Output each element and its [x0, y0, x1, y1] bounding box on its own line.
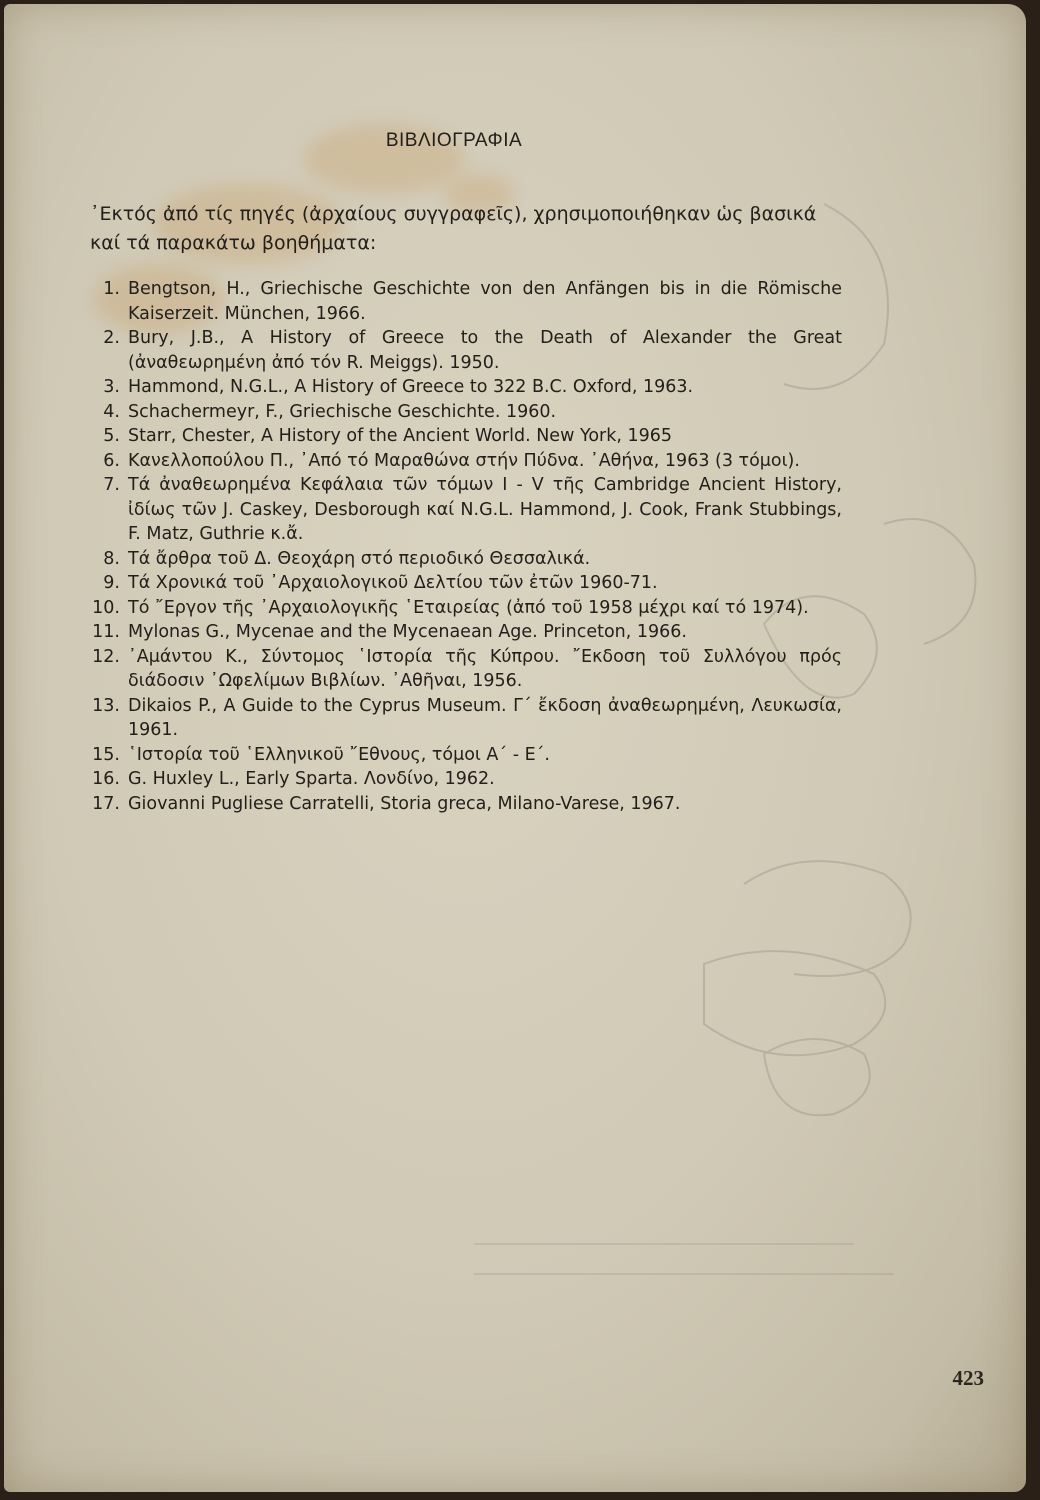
intro-paragraph: ᾿Εκτός ἀπό τίς πηγές (ἀρχαίους συγγραφεῖς), χρησιμοποιήθηκαν ὡς βασικά καί τά παρακάτω βοηθήματα: — [90, 203, 817, 254]
page-number: 423 — [952, 1366, 984, 1390]
bibliography-list — [82, 277, 842, 816]
item-number: 2. — [103, 328, 120, 348]
reference-text: Giovanni Pugliese Carratelli, Storia greca, Milano-Varese, 1967. — [128, 793, 681, 814]
list-item — [82, 547, 842, 572]
item-number: 7. — [103, 475, 120, 495]
reference-text: Κανελλοπούλου Π., ᾿Από τό Μαραθώνα στήν Πύδνα. ᾿Αθήνα, 1963 (3 τόμοι). — [128, 450, 800, 471]
item-number: 16. — [92, 769, 120, 789]
reference-text: Τά Χρονικά τοῦ ᾿Αρχαιολογικοῦ Δελτίου τῶν ἐτῶν 1960-71. — [128, 573, 658, 593]
reference-text: Dikaios P., A Guide to the Cyprus Museum. Γ΄ ἔκδοση ἀναθεωρημένη, Λευκωσία, 1961. — [128, 695, 842, 740]
item-number: 1. — [103, 279, 120, 299]
reference-text: Τό ῎Εργον τῆς ᾿Αρχαιολογικῆς ῾Εταιρείας (ἀπό τοῦ 1958 μέχρι καί τό 1974). — [128, 597, 809, 618]
list-item — [82, 694, 842, 743]
item-number: 17. — [92, 793, 120, 814]
reference-text: Starr, Chester, A History of the Ancient World. New York, 1965 — [128, 426, 673, 446]
book-page — [4, 4, 1026, 1492]
list-item — [82, 792, 842, 817]
reference-text: Τά ἄρθρα τοῦ Δ. Θεοχάρη στό περιοδικό Θεσσαλικά. — [128, 548, 591, 569]
item-number: 8. — [103, 548, 120, 569]
item-number: 6. — [103, 450, 120, 471]
item-number: 5. — [103, 426, 120, 446]
item-number: 3. — [103, 377, 120, 397]
list-item — [82, 620, 842, 645]
list-item — [82, 645, 842, 694]
list-item — [82, 424, 842, 449]
list-item — [82, 743, 842, 768]
page-title: ΒΙΒΛΙΟΓΡΑΦΙΑ — [385, 130, 523, 151]
list-item — [82, 767, 842, 792]
item-number: 15. — [92, 744, 120, 765]
list-item — [82, 571, 842, 596]
reference-text: ᾿Αμάντου Κ., Σύντομος ῾Ιστορία τῆς Κύπρου. ῎Εκδοση τοῦ Συλλόγου πρός διάδοσιν ᾿Ωφελίμων Βιβλίων. ᾿Αθῆναι, 1956. — [128, 646, 842, 691]
reference-text: G. Huxley L., Early Sparta. Λονδίνο, 1962. — [128, 769, 495, 789]
list-item — [82, 277, 842, 326]
item-number: 13. — [92, 695, 120, 716]
reference-text: Bengtson, H., Griechische Geschichte von den Anfängen bis in die Römische Kaiserzeit. München, 1966. — [128, 279, 842, 324]
item-number: 4. — [103, 401, 120, 422]
list-item — [82, 400, 842, 425]
item-number: 11. — [92, 622, 120, 642]
reference-text: ῾Ιστορία τοῦ ῾Ελληνικοῦ ῎Εθνους, τόμοι Α΄ - Ε΄. — [128, 744, 550, 765]
reference-text: Hammond, N.G.L., A History of Greece to 322 B.C. Oxford, 1963. — [128, 377, 694, 397]
item-number: 12. — [92, 646, 120, 667]
item-number: 10. — [92, 597, 120, 618]
reference-text: Schachermeyr, F., Griechische Geschichte. 1960. — [128, 401, 557, 422]
reference-text: Mylonas G., Mycenae and the Mycenaean Age. Princeton, 1966. — [128, 622, 687, 642]
reference-text: Bury, J.B., A History of Greece to the Death of Alexander the Great (ἀναθεωρημένη ἀπό τόν R. Meiggs). 1950. — [128, 328, 842, 373]
list-item — [82, 449, 842, 474]
list-item — [82, 596, 842, 621]
list-item — [82, 326, 842, 375]
item-number: 9. — [103, 573, 120, 593]
list-item — [82, 473, 842, 547]
list-item — [82, 375, 842, 400]
reference-text: Τά ἀναθεωρημένα Κεφάλαια τῶν τόμων I - V τῆς Cambridge Ancient History, ἰδίως τῶν J. Caskey, Desborough καί N.G.L. Hammond, J. Cook, Frank Stubbings, F. Matz, Guthrie κ.ἄ. — [128, 475, 842, 544]
